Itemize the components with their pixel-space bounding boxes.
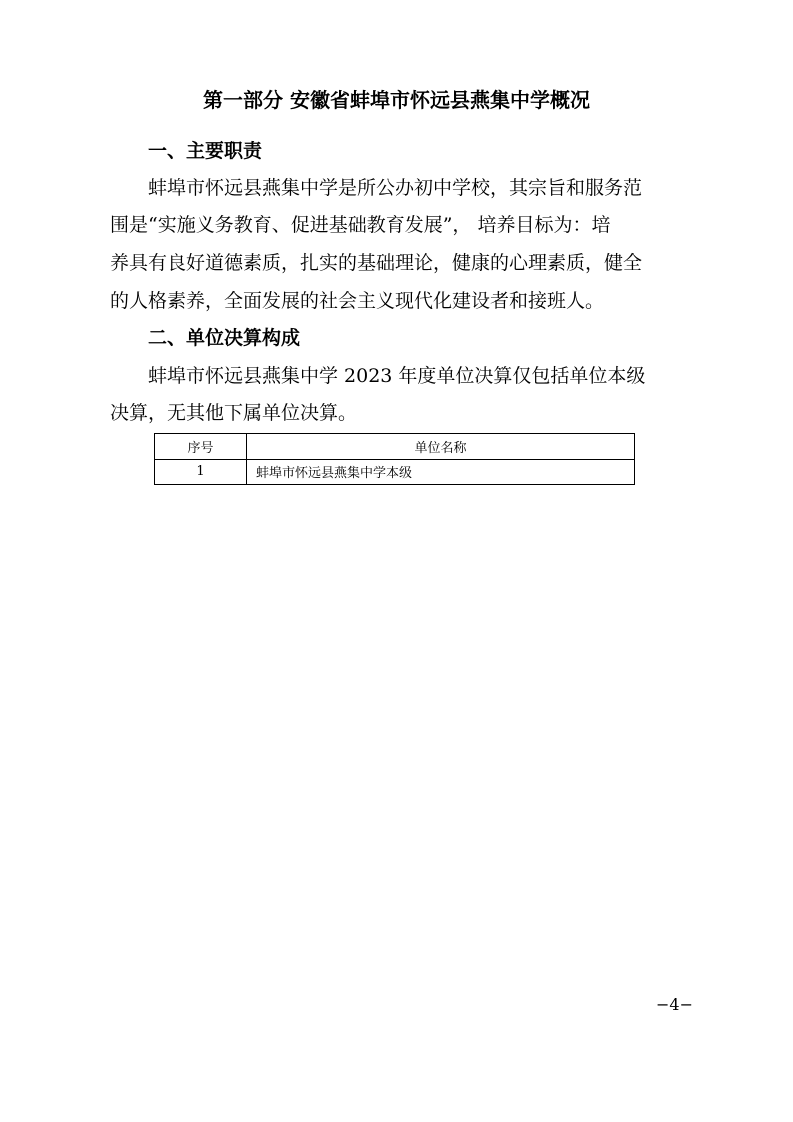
page-title: 第一部分 安徽省蚌埠市怀远县燕集中学概况 <box>203 88 590 112</box>
paragraph-line: 的人格素养，全面发展的社会主义现代化建设者和接班人。 <box>110 290 605 312</box>
section-heading-composition: 二、单位决算构成 <box>148 327 301 349</box>
paragraph-line: 围是“实施义务教育、促进基础教育发展”， 培养目标为：培 <box>110 214 611 236</box>
paragraph-line: 决算，无其他下属单位决算。 <box>110 402 358 424</box>
paragraph-line: 蚌埠市怀远县燕集中学是所公办初中学校，其宗旨和服务范 <box>148 177 643 199</box>
table-header-row <box>155 434 635 460</box>
table-cell-serial: 1 <box>155 459 247 485</box>
table-header-serial: 序号 <box>155 434 247 460</box>
paragraph-line: 蚌埠市怀远县燕集中学 2023 年度单位决算仅包括单位本级 <box>148 365 646 387</box>
paragraph-line: 养具有良好道德素质，扎实的基础理论，健康的心理素质，健全 <box>110 252 643 274</box>
page-number: −4− <box>656 995 693 1014</box>
unit-table <box>154 433 635 485</box>
section-heading-duties: 一、主要职责 <box>148 140 263 162</box>
table-row <box>155 459 635 485</box>
table-header-unit-name: 单位名称 <box>247 434 635 460</box>
table-cell-unit-name: 蚌埠市怀远县燕集中学本级 <box>247 459 635 485</box>
